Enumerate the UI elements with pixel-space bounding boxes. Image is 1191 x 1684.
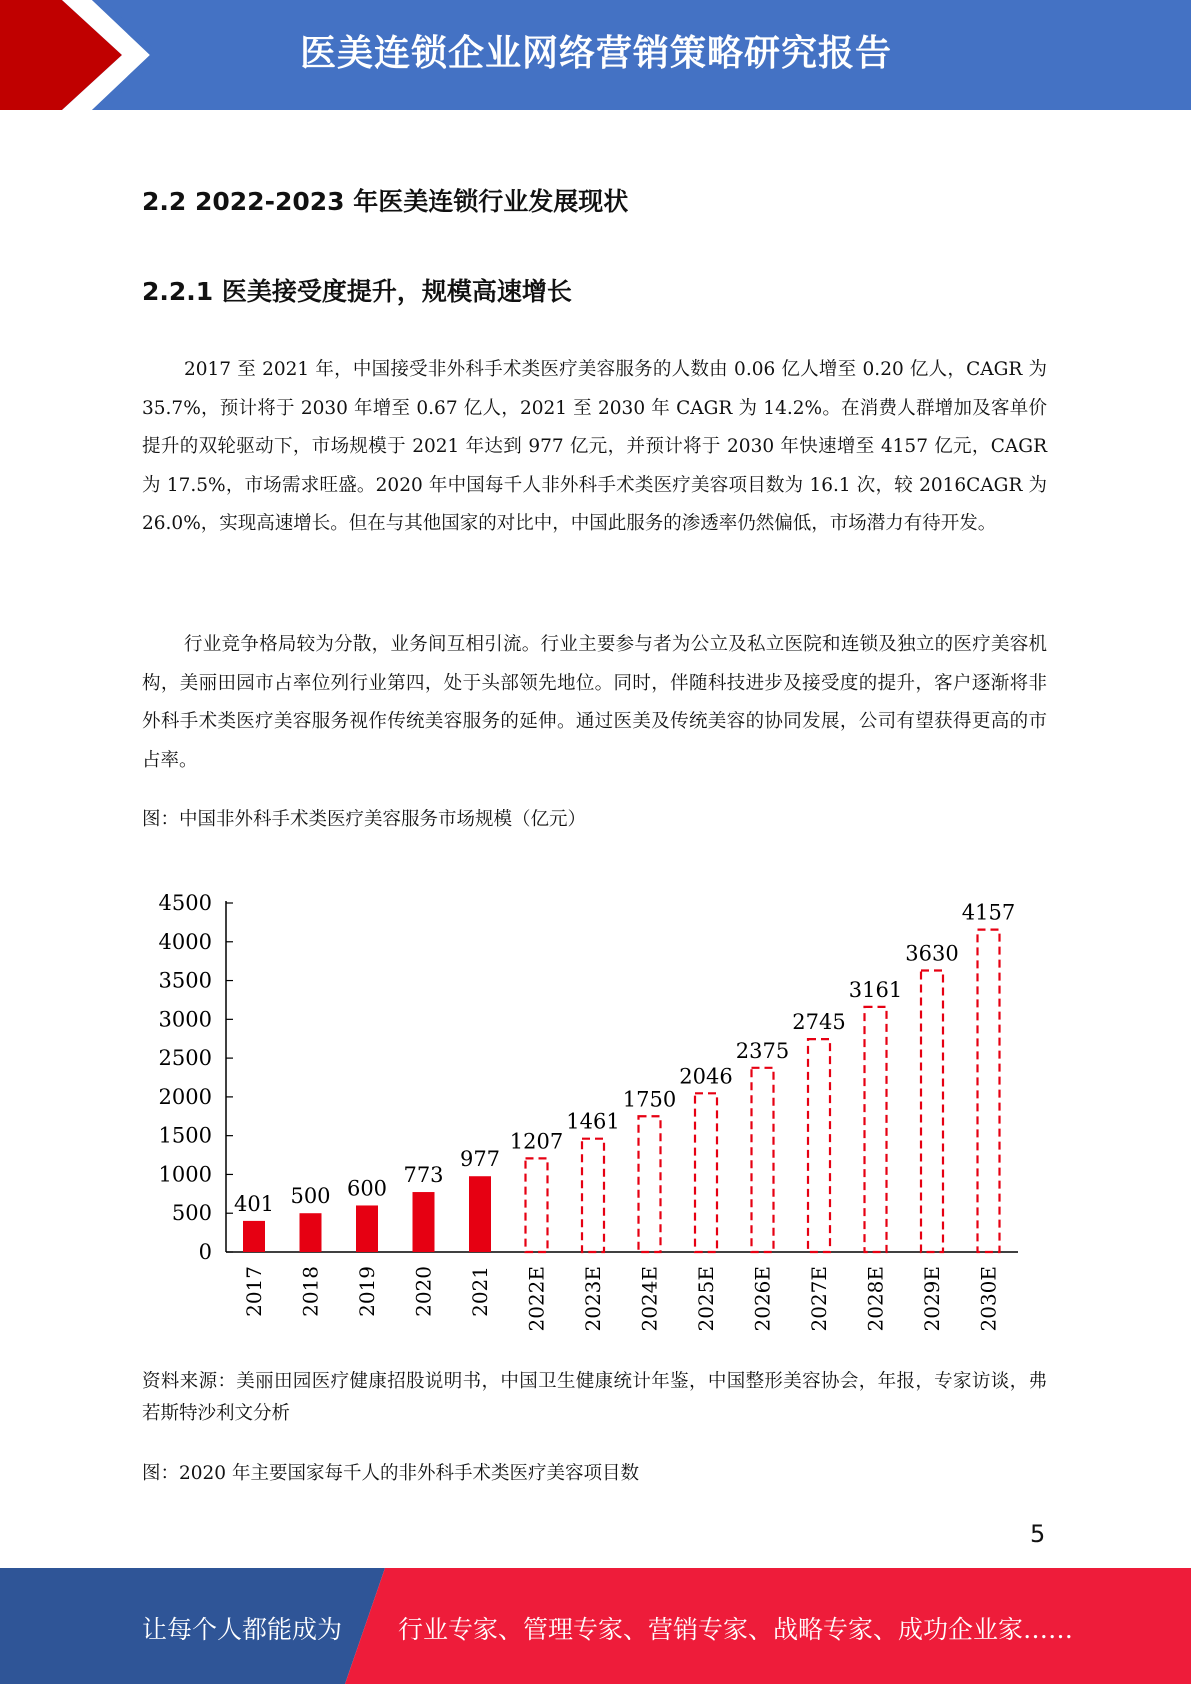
data-label: 500 — [290, 1184, 331, 1209]
data-label: 977 — [459, 1147, 501, 1172]
actual-bar — [356, 1205, 378, 1252]
footer-slogan-left: 让每个人都能成为 — [142, 1615, 343, 1644]
report-title: 医美连锁企业网络营销策略研究报告 — [300, 33, 893, 74]
actual-bar — [243, 1221, 265, 1252]
x-tick-label: 2030E — [976, 1266, 1001, 1332]
x-tick-label: 2027E — [807, 1266, 831, 1332]
actual-bar — [413, 1192, 435, 1252]
forecast-bar — [752, 1068, 774, 1252]
market-size-bar-chart — [140, 880, 1040, 1340]
data-label: 3161 — [848, 977, 903, 1002]
data-label: 1750 — [622, 1087, 677, 1112]
forecast-bar — [921, 970, 943, 1252]
figure-caption: 图：2020 年主要国家每千人的非外科手术类医疗美容项目数 — [142, 1463, 639, 1484]
y-tick-label: 2500 — [158, 1046, 212, 1071]
x-tick-label: 2019 — [355, 1266, 379, 1317]
actual-bar — [469, 1176, 491, 1252]
data-label: 4157 — [961, 900, 1016, 925]
y-tick-label: 0 — [198, 1240, 212, 1264]
data-label: 3630 — [905, 941, 959, 966]
forecast-bar — [865, 1007, 887, 1252]
x-tick-label: 2022E — [524, 1266, 549, 1332]
x-tick-label: 2026E — [750, 1266, 775, 1332]
footer-slogan-right: 行业专家、管理专家、营销专家、战略专家、成功企业家…… — [398, 1615, 1074, 1644]
y-tick-label: 1500 — [158, 1123, 212, 1148]
forecast-bar — [695, 1093, 717, 1252]
y-tick-label: 2000 — [158, 1084, 212, 1109]
x-tick-label: 2028E — [863, 1266, 888, 1332]
forecast-bar — [639, 1116, 661, 1252]
data-label: 1461 — [566, 1109, 620, 1134]
section-heading: 2.2 2022-2023 年医美连锁行业发展现状 — [142, 187, 629, 216]
data-label: 773 — [403, 1163, 444, 1188]
y-tick-label: 1000 — [158, 1162, 212, 1187]
data-label: 1207 — [509, 1129, 564, 1154]
forecast-bar — [808, 1039, 830, 1252]
actual-bar — [300, 1213, 322, 1252]
header-banner — [0, 0, 1191, 110]
x-tick-label: 2024E — [637, 1266, 662, 1332]
x-tick-label: 2025E — [694, 1266, 718, 1332]
data-label: 600 — [346, 1176, 388, 1201]
page-number: 5 — [1030, 1520, 1046, 1548]
y-tick-label: 3000 — [158, 1007, 212, 1032]
forecast-bar — [978, 930, 1000, 1252]
x-tick-label: 2023E — [581, 1266, 605, 1332]
body-paragraph: 行业竞争格局较为分散，业务间互相引流。行业主要参与者为公立及私立医院和连锁及独立的医疗美容机构，美丽田园市占率位列行业第四，处于头部领先地位。同时，伴随科技进步及接受度的提升，客户逐渐将非外科手术类医疗美容服务视作传统美容服务的延伸。通过医美及传统美容的协同发展，公司有望获得更高的市占率。 — [142, 634, 1047, 771]
data-label: 2046 — [679, 1064, 733, 1089]
data-label: 2375 — [735, 1038, 790, 1063]
forecast-bar — [582, 1139, 604, 1252]
y-tick-label: 4000 — [158, 929, 212, 954]
y-tick-label: 3500 — [158, 968, 212, 993]
subsection-heading: 2.2.1 医美接受度提升，规模高速增长 — [142, 277, 572, 306]
x-tick-label: 2018 — [298, 1266, 323, 1317]
x-tick-label: 2020 — [411, 1266, 436, 1317]
x-tick-label: 2029E — [920, 1266, 944, 1332]
figure-caption: 图：中国非外科手术类医疗美容服务市场规模（亿元） — [142, 809, 587, 830]
y-tick-label: 500 — [171, 1201, 212, 1226]
source-note: 资料来源：美丽田园医疗健康招股说明书，中国卫生健康统计年鉴，中国整形美容协会，年报，专家访谈，弗若斯特沙利文分析 — [142, 1371, 1047, 1424]
footer-banner — [0, 1568, 1191, 1684]
data-label: 2745 — [792, 1010, 846, 1035]
body-paragraph: 2017 至 2021 年，中国接受非外科手术类医疗美容服务的人数由 0.06 亿人增至 0.20 亿人，CAGR 为 35.7%，预计将于 2030 年增至 0.67 亿人，2021 至 2030 年 CAGR 为 14.2%。在消费人群增加及客单价提升的双轮驱动下，市场规模于 2021 年达到 977 亿元，并预计将于 2030 年快速增至 4157 亿元，CAGR 为 17.5%，市场需求旺盛。2020 年中国每千人非外科手术类医疗美容项目数为 16.1 次，较 2016CAGR 为 26.0%，实现高速增长。但在与其他国家的对比中，中国此服务的渗透率仍然偏低，市场潜力有待开发。 — [142, 359, 1047, 534]
data-label: 401 — [233, 1191, 275, 1216]
x-tick-label: 2021 — [468, 1266, 492, 1317]
y-tick-label: 4500 — [158, 891, 212, 915]
x-tick-label: 2017 — [242, 1266, 266, 1317]
forecast-bar — [526, 1158, 548, 1252]
